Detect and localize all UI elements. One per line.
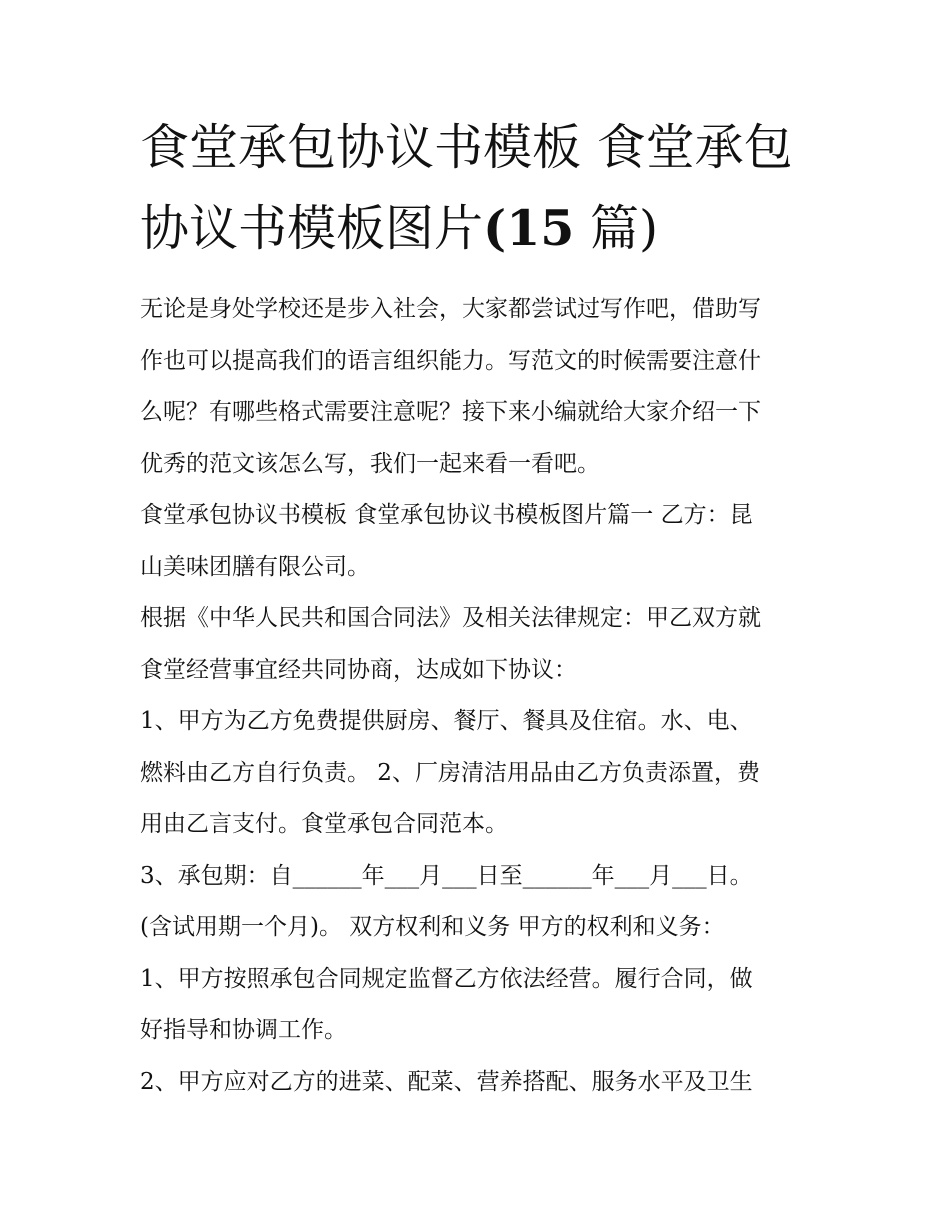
title-line-1: 食堂承包协议书模板 食堂承包 [140, 119, 793, 176]
title-line-2-count: (15 [483, 199, 575, 257]
text-line: 食堂经营事宜经共同协商，达成如下协议： [140, 656, 577, 683]
paragraph-party-a-duty-1 [140, 954, 815, 1057]
text-line: 用由乙言支付。食堂承包合同范本。 [140, 811, 508, 837]
document-title [140, 108, 820, 268]
document-body [140, 284, 815, 1108]
paragraph-party-a-duty-2 [140, 1057, 815, 1109]
text-line: 食堂承包协议书模板 食堂承包协议书模板图片篇一 乙方：昆 [140, 502, 753, 528]
paragraph-clause-1-2 [140, 696, 815, 851]
paragraph-clause-3 [140, 851, 815, 954]
text-line: 燃料由乙方自行负责。 2、厂房清洁用品由乙方负责添置，费 [140, 759, 760, 786]
paragraph-heading-party-b [140, 490, 815, 593]
paragraph-legal-basis [140, 593, 815, 696]
text-line: 作也可以提高我们的语言组织能力。写范文的时候需要注意什 [140, 347, 761, 374]
title-line-2-suffix: 篇) [574, 200, 659, 257]
text-line: 1、甲方为乙方免费提供厨房、餐厅、餐具及住宿。水、电、 [140, 708, 753, 734]
text-line: 优秀的范文该怎么写，我们一起来看一看吧。 [140, 450, 600, 477]
title-line-2 [140, 188, 820, 268]
text-line: 么呢？有哪些格式需要注意呢？接下来小编就给大家介绍一下 [140, 399, 761, 425]
text-line: 根据《中华人民共和国合同法》及相关法律规定：甲乙双方就 [140, 605, 761, 631]
paragraph-intro [140, 284, 815, 490]
text-line: 2、甲方应对乙方的进菜、配菜、营养搭配、服务水平及卫生 [140, 1068, 753, 1095]
title-line-2-prefix: 协议书模板图片 [140, 200, 484, 257]
text-line: 3、承包期：自______年___月___日至______年___月___日。 [140, 862, 753, 889]
text-line: 好指导和协调工作。 [140, 1017, 347, 1043]
text-line: 山美味团膳有限公司。 [140, 553, 370, 580]
text-line: (含试用期一个月)。 双方权利和义务 甲方的权利和义务： [140, 914, 725, 940]
text-line: 1、甲方按照承包合同规定监督乙方依法经营。履行合同，做 [140, 965, 753, 992]
text-line: 无论是身处学校还是步入社会，大家都尝试过写作吧，借助写 [140, 296, 761, 322]
